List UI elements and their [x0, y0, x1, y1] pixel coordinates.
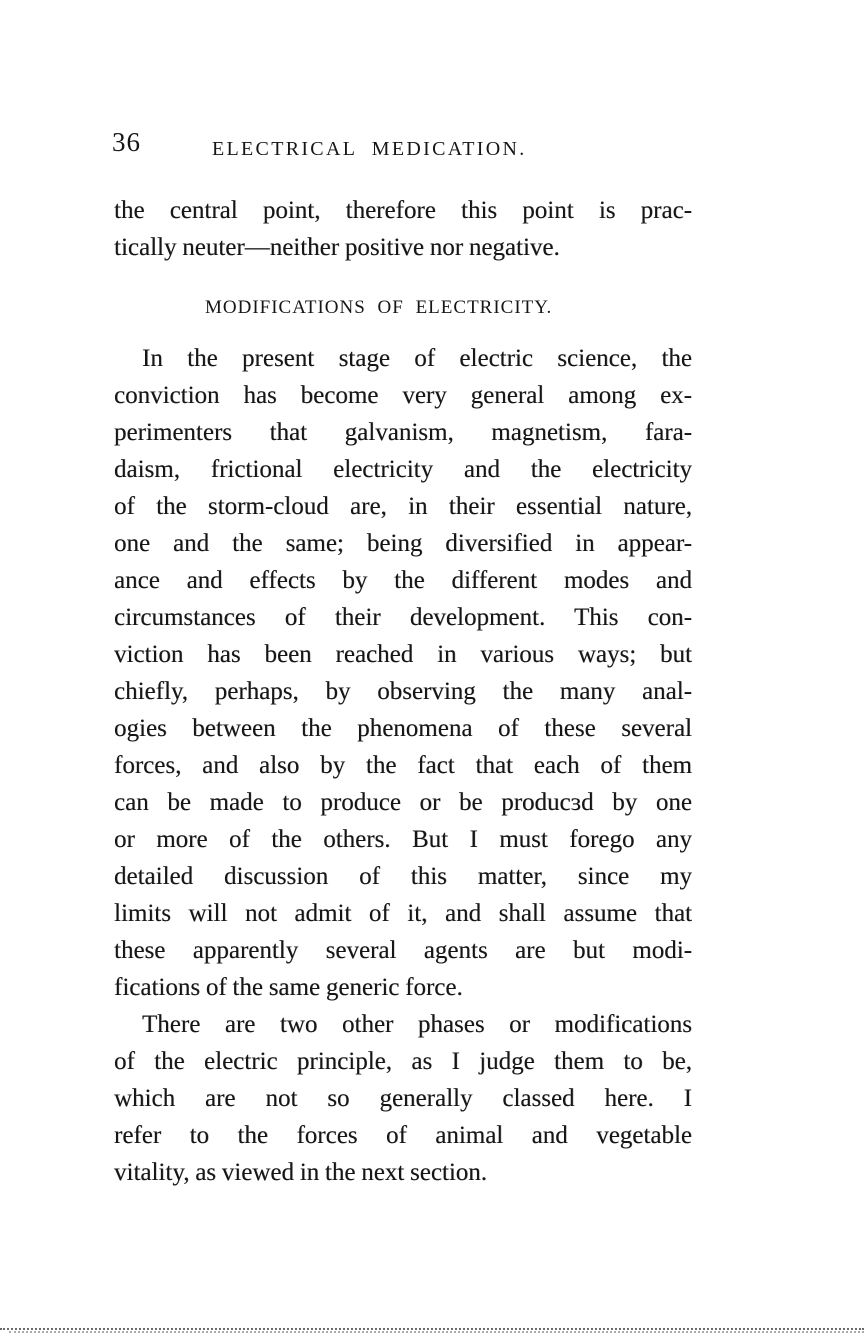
paragraph: [114, 1006, 692, 1191]
text-line: of the storm-cloud are, in their essential nature,: [114, 493, 692, 520]
text-line: conviction has become very general among ex-: [114, 382, 692, 409]
text-line: perimenters that galvanism, magnetism, fara-: [114, 419, 692, 446]
text-line: In the present stage of electric science, the: [142, 345, 692, 372]
running-header: ELECTRICAL MEDICATION.: [212, 138, 527, 160]
text-line: or more of the others. But I must forego any: [114, 826, 692, 853]
text-line: ogies between the phenomena of these several: [114, 715, 692, 742]
text-line: tically neuter—neither positive nor negative.: [114, 234, 560, 261]
text-line: these apparently several agents are but modi-: [114, 937, 692, 964]
text-line: which are not so generally classed here. I: [114, 1085, 692, 1112]
text-line: There are two other phases or modifications: [142, 1011, 692, 1038]
text-line: vitality, as viewed in the next section.: [114, 1159, 488, 1186]
text-line: of the electric principle, as I judge them to be,: [114, 1048, 692, 1075]
text-line: one and the same; being diversified in appear-: [114, 530, 692, 557]
scan-noise-line: [0, 1328, 864, 1330]
text-line: viction has been reached in various ways; but: [114, 641, 692, 668]
text-line: fications of the same generic force.: [114, 974, 463, 1001]
paragraph: [114, 192, 692, 266]
text-line: daism, frictional electricity and the electricity: [114, 456, 692, 483]
text-line: forces, and also by the fact that each of them: [114, 752, 692, 779]
scan-noise-line: [9, 1331, 864, 1333]
text-line: ance and effects by the different modes and: [114, 567, 692, 594]
paragraph: [114, 340, 692, 1006]
section-heading: MODIFICATIONS OF ELECTRICITY.: [205, 297, 553, 318]
text-line: the central point, therefore this point is prac-: [114, 197, 692, 224]
text-line: can be made to produce or be producɜd by one: [114, 789, 692, 816]
text-line: limits will not admit of it, and shall assume that: [114, 900, 692, 927]
text-line: circumstances of their development. This con-: [114, 604, 692, 631]
page-number: 36: [112, 127, 141, 157]
text-line: refer to the forces of animal and vegetable: [114, 1122, 692, 1149]
text-line: chiefly, perhaps, by observing the many anal-: [114, 678, 692, 705]
text-line: detailed discussion of this matter, since my: [114, 863, 692, 890]
